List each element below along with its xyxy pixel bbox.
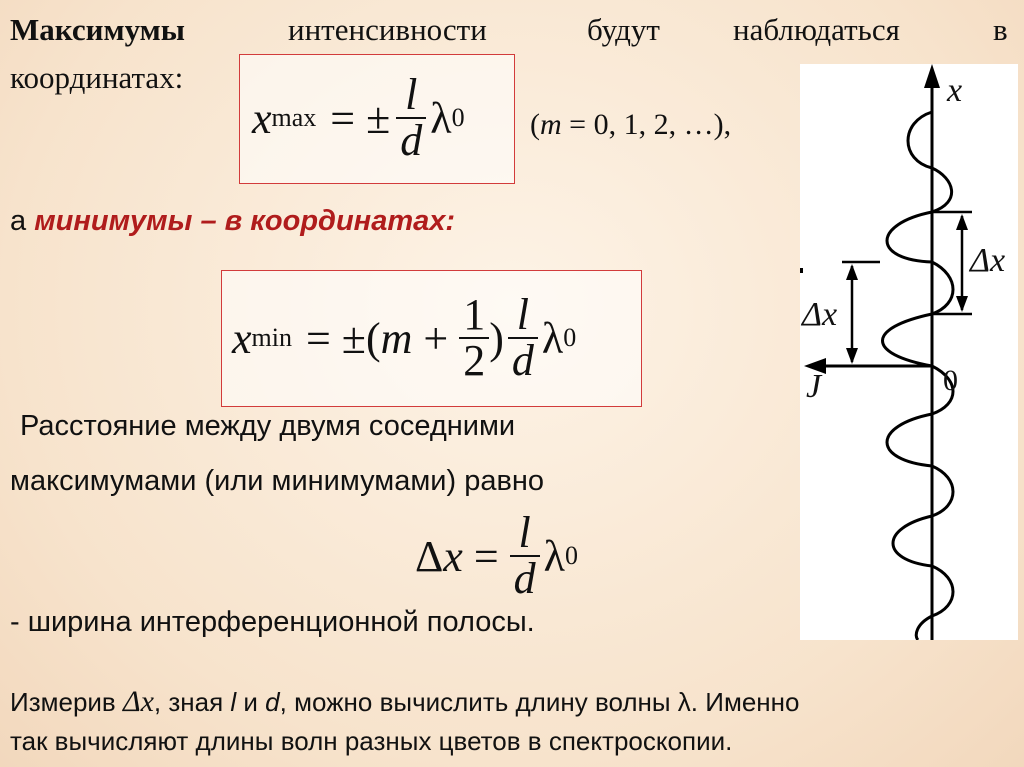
intensity-diagram bbox=[800, 64, 1018, 640]
formula-min-m: m bbox=[380, 313, 413, 363]
formula-max-den: d bbox=[396, 117, 426, 163]
formula-dx-den: d bbox=[510, 555, 540, 601]
measure-part4: , можно вычислить длину волны λ. Именно bbox=[279, 687, 800, 717]
measure-part1: Измерив bbox=[10, 687, 123, 717]
measure-part3: и bbox=[236, 687, 266, 717]
minima-prefix: а bbox=[10, 205, 35, 237]
formula-max-lambda: λ bbox=[430, 93, 452, 143]
measure-line1 bbox=[10, 685, 799, 719]
condition-m: m bbox=[540, 108, 562, 141]
edge-mark bbox=[800, 268, 803, 273]
formula-max bbox=[252, 62, 465, 174]
heading-word-observed: наблюдаться bbox=[733, 12, 900, 47]
formula-min bbox=[232, 276, 576, 400]
formula-max-sub: max bbox=[271, 103, 317, 132]
dx-left-label: Δx bbox=[802, 296, 838, 333]
formula-dx-delta: Δ bbox=[415, 531, 444, 581]
dx-right-arrow-up bbox=[956, 214, 968, 230]
formula-min-close: ) bbox=[489, 313, 504, 363]
x-axis-label: x bbox=[947, 72, 963, 109]
formula-dx-lambda: λ bbox=[543, 531, 565, 581]
measure-dx: Δx bbox=[122, 685, 154, 718]
measure-part2: , зная bbox=[153, 687, 231, 717]
formula-min-half-den: 2 bbox=[459, 337, 489, 383]
formula-dx-var: x bbox=[443, 531, 463, 581]
formula-min-fraction bbox=[508, 290, 538, 385]
formula-min-lambda-sub: 0 bbox=[563, 323, 577, 352]
formula-min-sub: min bbox=[251, 323, 292, 352]
condition-rest: = 0, 1, 2, …), bbox=[561, 108, 732, 141]
origin-label: 0 bbox=[943, 364, 958, 397]
formula-dx-eq: = bbox=[462, 531, 510, 581]
dx-left-arrow-down bbox=[846, 348, 858, 364]
formula-min-plus: + bbox=[412, 313, 460, 363]
measure-d: d bbox=[265, 687, 280, 717]
formula-max-num: l bbox=[405, 70, 418, 119]
formula-min-half-num: 1 bbox=[463, 290, 486, 339]
dx-right-arrow-down bbox=[956, 296, 968, 312]
formula-min-num: l bbox=[516, 290, 529, 339]
formula-max-op: = ± bbox=[330, 93, 391, 143]
measure-line2: так вычисляют длины волн разных цветов в спектроскопии. bbox=[10, 726, 733, 756]
heading-line2: координатах: bbox=[10, 60, 184, 95]
heading-word-intensity: интенсивности bbox=[288, 12, 487, 47]
distance-line1: Расстояние между двумя соседними bbox=[20, 410, 516, 442]
intensity-diagram-svg bbox=[800, 64, 1018, 640]
x-axis-arrow bbox=[924, 64, 940, 88]
formula-min-half bbox=[459, 290, 489, 385]
distance-line2: максимумами (или минимумами) равно bbox=[10, 465, 545, 497]
band-width-text: - ширина интерференционной полосы. bbox=[10, 606, 535, 638]
formula-min-den: d bbox=[508, 337, 538, 383]
formula-max-condition bbox=[530, 108, 731, 142]
minima-label bbox=[10, 205, 455, 238]
dx-right-label: Δx bbox=[970, 242, 1006, 279]
heading-word-in: в bbox=[993, 12, 1008, 47]
formula-dx-fraction bbox=[510, 508, 540, 603]
formula-max-var: x bbox=[252, 93, 272, 143]
dx-left-arrow-up bbox=[846, 264, 858, 280]
formula-min-op: = ±( bbox=[305, 313, 381, 363]
formula-max-fraction bbox=[396, 70, 426, 165]
condition-open: ( bbox=[530, 108, 540, 141]
j-axis-label: J bbox=[806, 368, 822, 405]
formula-max-lambda-sub: 0 bbox=[451, 103, 465, 132]
minima-emphasis: минимумы – в координатах: bbox=[34, 205, 456, 237]
heading-word-will: будут bbox=[587, 12, 660, 47]
formula-dx bbox=[415, 503, 578, 609]
formula-min-var: x bbox=[232, 313, 252, 363]
heading-word-maxima: Максимумы bbox=[10, 12, 185, 47]
formula-dx-num: l bbox=[518, 508, 531, 557]
formula-min-lambda: λ bbox=[541, 313, 564, 363]
formula-dx-lambda-sub: 0 bbox=[565, 541, 578, 570]
measure-l: l bbox=[230, 687, 237, 717]
